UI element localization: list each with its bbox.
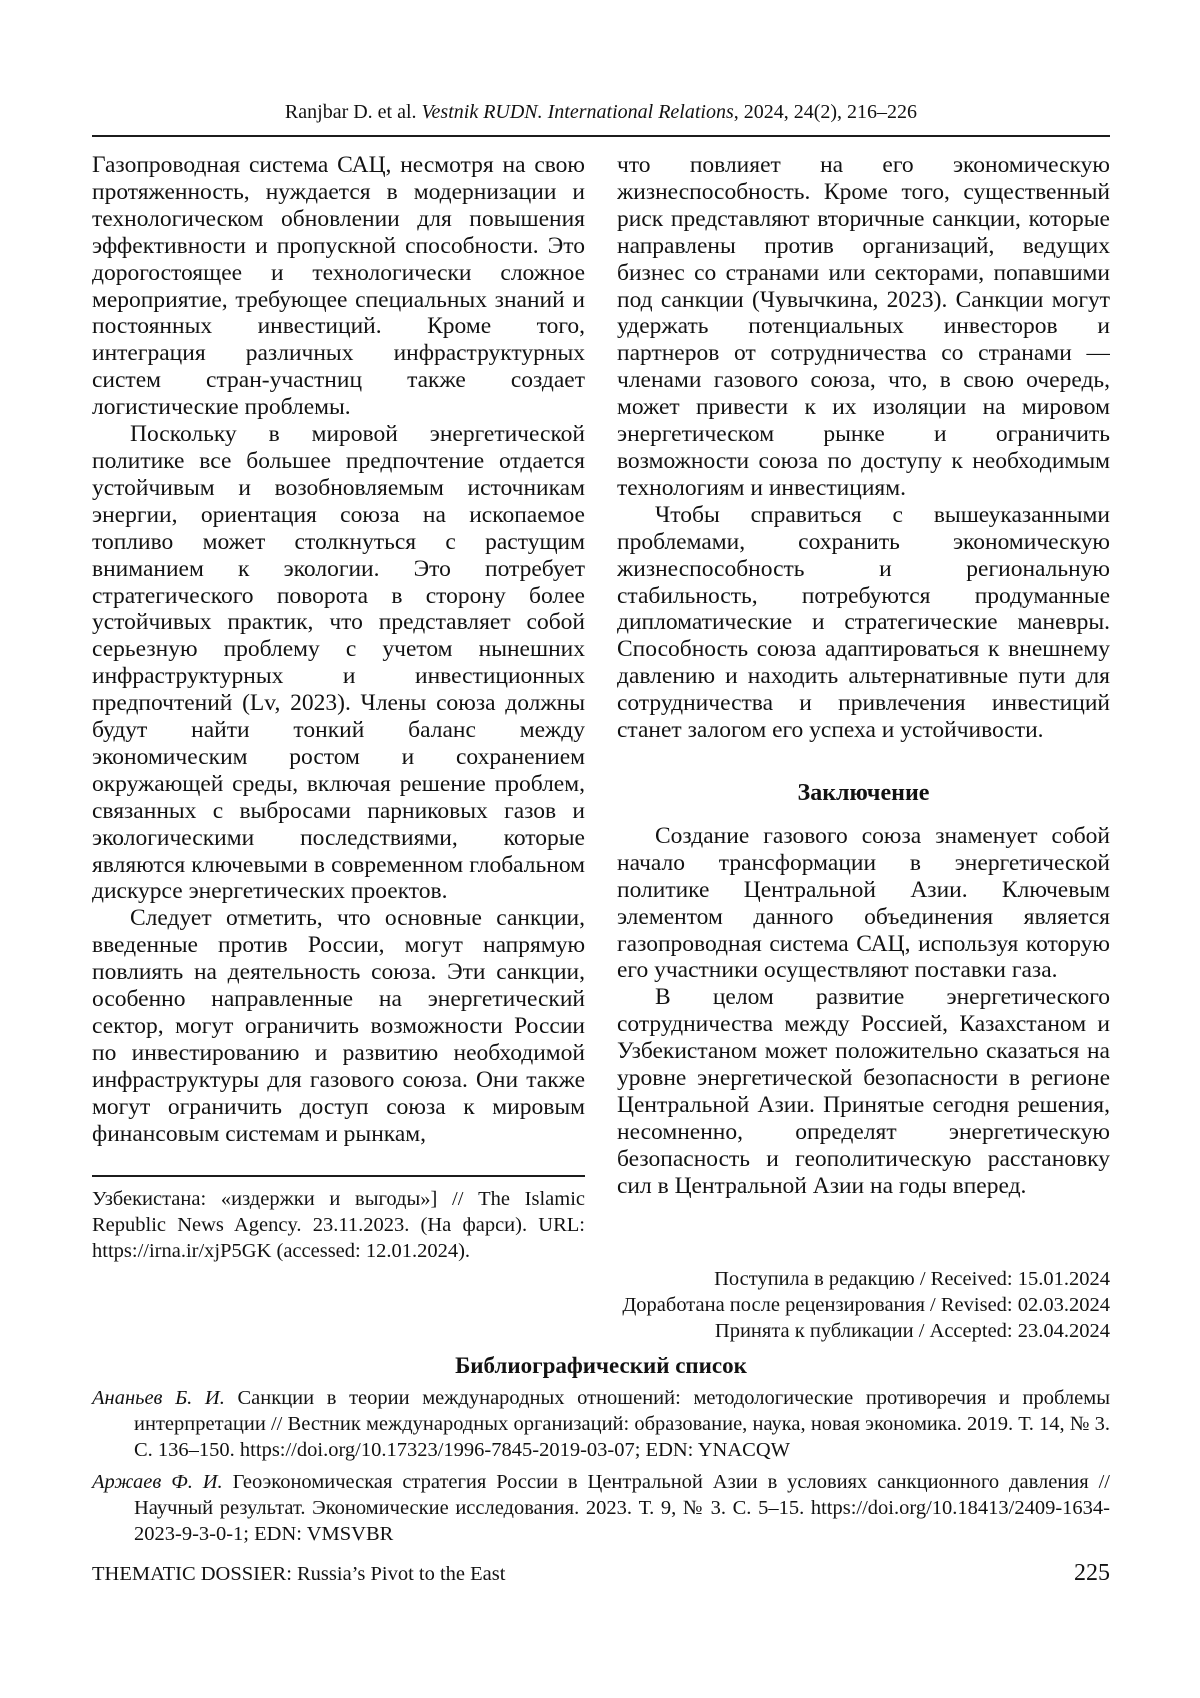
bibliography-entry-text: Геоэкономическая стратегия России в Центральной Азии в условиях санкционного давления // Научный результат. Экономические исследования. 2023. Т. 9, № 3. С. 5–15. https://doi.org/10.18413/2409-1634-2023-9-3-0-1; EDN: VMSVBR xyxy=(134,1471,1110,1545)
running-header-journal-title: Vestnik RUDN. International Relations xyxy=(421,101,734,123)
page-number: 225 xyxy=(1074,1560,1110,1586)
paragraph: что повлияет на его экономическую жизнеспособность. Кроме того, существенный риск представляют вторичные санкции, которые направлены против организаций, ведущих бизнес со странами или секторами, попавшими под санкции (Чувычкина, 2023). Санкции могут удержать потенциальных инвесторов и партнеров от сотрудничества со странами — членами газового союза, что, в свою очередь, может привести к их изоляции на мировом энергетическом рынке и ограничить возможности союза по доступу к необходимым технологиям и инвестициям. xyxy=(617,152,1110,501)
paragraph: Создание газового союза знаменует собой начало трансформации в энергетической политике Центральной Азии. Ключевым элементом данного объединения является газопроводная система САЦ, используя которую его участники осуществляют поставки газа. xyxy=(617,822,1110,984)
paragraph: Следует отметить, что основные санкции, введенные против России, могут напрямую повлиять на деятельность союза. Эти санкции, особенно направленные на энергетический сектор, могут ограничить возможности России по инвестированию и развитию необходимой инфраструктуры для газового союза. Они также могут ограничить доступ союза к мировым финансовым системам и рынкам, xyxy=(92,905,585,1147)
footnote-block xyxy=(92,1167,585,1264)
page-content xyxy=(92,0,1110,1547)
bibliography-entry-text: Санкции в теории международных отношений: методологические противоречия и проблемы интерпретации // Вестник международных организаций: образование, наука, новая экономика. 2019. Т. 14, № 3. С. 136–150. https://doi.org/10.17323/1996-7845-2019-03-07; EDN: YNACQW xyxy=(134,1387,1110,1461)
running-header-issue: , 2024, 24(2), 216–226 xyxy=(733,101,918,123)
paragraph: В целом развитие энергетического сотрудничества между Россией, Казахстаном и Узбекистаном может положительно сказаться на уровне энергетической безопасности в регионе Центральной Азии. Принятые сегодня решения, несомненно, определят энергетическую безопасность и геополитическую расстановку сил в Центральной Азии на годы вперед. xyxy=(617,984,1110,1199)
received-date-line: Поступила в редакцию / Received: 15.01.2024 xyxy=(714,1268,1110,1290)
footnote-text: Узбекистана: «издержки и выгоды»] // The Islamic Republic News Agency. 23.11.2023. (На фарси). URL: https://irna.ir/xjP5GK (accessed: 12.01.2024). xyxy=(92,1188,585,1262)
paragraph: Поскольку в мировой энергетической политике все большее предпочтение отдается устойчивым и возобновляемым источникам энергии, ориентация союза на ископаемое топливо может столкнуться с растущим вниманием к экологии. Это потребует стратегического поворота в сторону более устойчивых практик, что представляет собой серьезную проблему с учетом нынешних инфраструктурных и инвестиционных предпочтений (Lv, 2023). Члены союза должны будут найти тонкий баланс между экономическим ростом и сохранением окружающей среды, включая решение проблем, связанных с выбросами парниковых газов и экологическими последствиями, которые являются ключевыми в современном глобальном дискурсе энергетических проектов. xyxy=(92,421,585,905)
revised-date-line: Доработана после рецензирования / Revised: 02.03.2024 xyxy=(622,1294,1110,1316)
bibliography-entry-author: Ананьев Б. И. xyxy=(92,1387,225,1409)
bibliography-entry-author: Аржаев Ф. И. xyxy=(92,1471,223,1493)
paragraph: Газопроводная система САЦ, несмотря на свою протяженность, нуждается в модернизации и технологическом обновлении для повышения эффективности и пропускной способности. Это дорогостоящее и технологически сложное мероприятие, требующее специальных знаний и постоянных инвестиций. Кроме того, интеграция различных инфраструктурных систем стран-участниц также создает логистические проблемы. xyxy=(92,152,585,421)
thematic-dossier-label: THEMATIC DOSSIER: Russia’s Pivot to the East xyxy=(92,1563,506,1585)
running-header xyxy=(92,100,1110,124)
running-header-authors: Ranjbar D. et al. xyxy=(284,101,422,123)
bibliography-entry xyxy=(92,1385,1110,1463)
bibliography-heading: Библиографический список xyxy=(455,1353,747,1378)
header-rule xyxy=(92,135,1110,137)
page-footer xyxy=(92,1560,1110,1587)
submission-dates-block xyxy=(92,1266,1110,1344)
paragraph: Чтобы справиться с вышеуказанными проблемами, сохранить экономическую жизнеспособность и региональную стабильность, потребуются продуманные дипломатические и стратегические маневры. Способность союза адаптироваться к внешнему давлению и находить альтернативные пути для сотрудничества и привлечения инвестиций станет залогом его успеха и устойчивости. xyxy=(617,501,1110,744)
footnote-separator xyxy=(92,1175,585,1177)
accepted-date-line: Принята к публикации / Accepted: 23.04.2024 xyxy=(714,1320,1110,1342)
right-column xyxy=(617,152,1110,1264)
left-column xyxy=(92,152,585,1264)
two-column-body xyxy=(92,152,1110,1264)
bibliography-entry xyxy=(92,1469,1110,1547)
section-heading-conclusion: Заключение xyxy=(797,779,930,806)
